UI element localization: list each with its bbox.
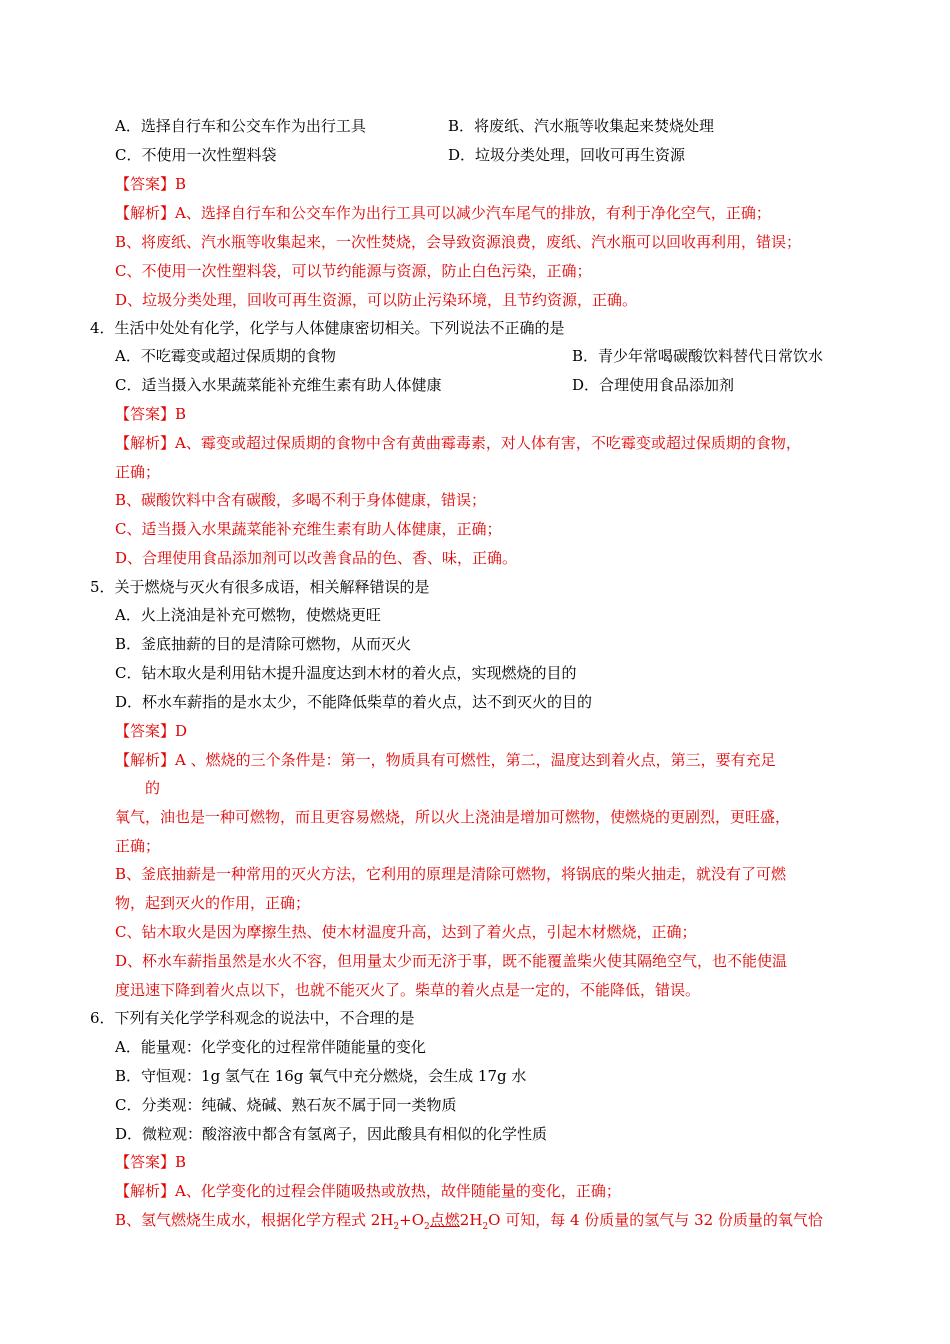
answer-value: B (175, 405, 187, 423)
answer-tag: 【答案】 (115, 722, 176, 740)
q4-analysis-b: B、碳酸饮料中含有碳酸，多喝不利于身体健康，错误； (115, 491, 487, 509)
answer-value: D (175, 722, 188, 740)
q4-option-a: A．不吃霉变或超过保质期的食物 (115, 347, 336, 365)
q5-option-d: D．杯水车薪指的是水太少，不能降低柴草的着火点，达不到灭火的目的 (115, 693, 593, 711)
q3-analysis-c: C、不使用一次性塑料袋，可以节约能源与资源，防止白色污染，正确； (115, 262, 592, 280)
q6-analysis-b (115, 1210, 823, 1230)
q5-option-a: A．火上浇油是补充可燃物，使燃烧更旺 (115, 606, 381, 624)
q4-option-b: B．青少年常喝碳酸饮料替代日常饮水 (572, 347, 824, 365)
reaction-condition: 点燃 (429, 1211, 460, 1229)
q3-option-a: A．选择自行车和公交车作为出行工具 (115, 117, 366, 135)
q4-analysis-c: C、适当摄入水果蔬菜能补充维生素有助人体健康，正确； (115, 520, 502, 538)
analysis-tag: 【解析】 (115, 434, 176, 452)
q5-analysis-a (115, 750, 776, 770)
answer-tag: 【答案】 (115, 405, 176, 423)
subscript: 2 (424, 1222, 430, 1232)
q6-option-c: C．分类观：纯碱、烧碱、熟石灰不属于同一类物质 (115, 1096, 457, 1114)
q5-option-b: B．釜底抽薪的目的是清除可燃物，从而灭火 (115, 635, 412, 653)
q4-analysis-a-cont: 正确； (115, 463, 161, 481)
answer-value: B (175, 175, 187, 193)
q6-answer (115, 1152, 186, 1172)
q4-analysis-a (115, 433, 801, 453)
q5-analysis-b-cont: 物，起到灭火的作用，正确； (115, 894, 311, 912)
q4-stem: 4．生活中处处有化学，化学与人体健康密切相关。下列说法不正确的是 (90, 319, 565, 337)
q4-option-d: D．合理使用食品添加剂 (572, 376, 735, 394)
q5-option-c: C．钻木取火是利用钻木提升温度达到木材的着火点，实现燃烧的目的 (115, 664, 577, 682)
equation-water-o: O (488, 1211, 501, 1229)
q5-analysis-a-cont: 氧气，油也是一种可燃物，而且更容易燃烧，所以火上浇油是增加可燃物，使燃烧的更剧烈，更旺盛， (115, 808, 791, 826)
q5-analysis-d-cont: 度迅速下降到着火点以下，也就不能灭火了。柴草的着火点是一定的，不能降低，错误。 (115, 981, 701, 999)
answer-tag: 【答案】 (115, 1153, 176, 1171)
q6-option-b: B．守恒观：1g 氢气在 16g 氧气中充分燃烧，会生成 17g 水 (115, 1067, 527, 1085)
q5-analysis-c: C、钻木取火是因为摩擦生热、使木材温度升高，达到了着火点，引起木材燃烧，正确； (115, 923, 697, 941)
equation-water-h: 2H (459, 1211, 483, 1229)
answer-value: B (175, 1153, 187, 1171)
q5-analysis-d: D、杯水车薪指虽然是水火不容，但用量太少而无济于事，既不能覆盖柴火使其隔绝空气，也不能使温 (115, 952, 788, 970)
q3-option-b: B．将废纸、汽水瓶等收集起来焚烧处理 (448, 117, 715, 135)
q4-analysis-d: D、合理使用食品添加剂可以改善食品的色、香、味，正确。 (115, 549, 518, 567)
subscript: 2 (482, 1222, 489, 1232)
analysis-text: A、选择自行车和公交车作为出行工具可以减少汽车尾气的排放，有利于净化空气，正确； (175, 204, 771, 222)
q6-analysis-a (115, 1181, 621, 1201)
q6-option-d: D．微粒观：酸溶液中都含有氢离子，因此酸具有相似的化学性质 (115, 1125, 548, 1143)
q3-option-d: D．垃圾分类处理，回收可再生资源 (448, 146, 686, 164)
answer-tag: 【答案】 (115, 175, 176, 193)
analysis-tag: 【解析】 (115, 1182, 176, 1200)
analysis-text: A、化学变化的过程会伴随吸热或放热，故伴随能量的变化，正确； (175, 1182, 621, 1200)
q4-answer (115, 404, 186, 424)
q5-analysis-b: B、釜底抽薪是一种常用的灭火方法，它利用的原理是清除可燃物，将锅底的柴火抽走，就没有了可燃 (115, 865, 787, 883)
equation-oxygen: +O (399, 1211, 425, 1229)
q3-analysis-d: D、垃圾分类处理，回收可再生资源，可以防止污染环境，且节约资源，正确。 (115, 291, 638, 309)
analysis-text: A、霉变或超过保质期的食物中含有黄曲霉毒素，对人体有害，不吃霉变或超过保质期的食物， (175, 434, 801, 452)
analysis-text: A 、燃烧的三个条件是：第一，物质具有可燃性，第二，温度达到着火点，第三，要有充足 (175, 751, 776, 769)
equation-lead: B、氢气燃烧生成水，根据化学方程式 2H (115, 1211, 394, 1229)
q3-option-c: C．不使用一次性塑料袋 (115, 146, 277, 164)
equation-trail: 可知，每 4 份质量的氢气与 32 份质量的氧气恰 (500, 1211, 823, 1229)
q5-answer (115, 721, 187, 741)
q5-analysis-a-wrap: 的 (145, 779, 161, 797)
q5-stem: 5．关于燃烧与灭火有很多成语，相关解释错误的是 (90, 578, 430, 596)
q6-stem: 6．下列有关化学学科观念的说法中，不合理的是 (90, 1009, 415, 1027)
analysis-tag: 【解析】 (115, 204, 176, 222)
q3-analysis-a (115, 203, 771, 223)
subscript: 2 (393, 1222, 400, 1232)
q3-answer (115, 174, 186, 194)
q4-option-c: C．适当摄入水果蔬菜能补充维生素有助人体健康 (115, 376, 442, 394)
q6-option-a: A．能量观：化学变化的过程常伴随能量的变化 (115, 1038, 426, 1056)
q3-analysis-b: B、将废纸、汽水瓶等收集起来，一次性焚烧，会导致资源浪费，废纸、汽水瓶可以回收再利用，错误； (115, 233, 802, 251)
q5-analysis-a-end: 正确； (115, 837, 161, 855)
analysis-tag: 【解析】 (115, 751, 176, 769)
